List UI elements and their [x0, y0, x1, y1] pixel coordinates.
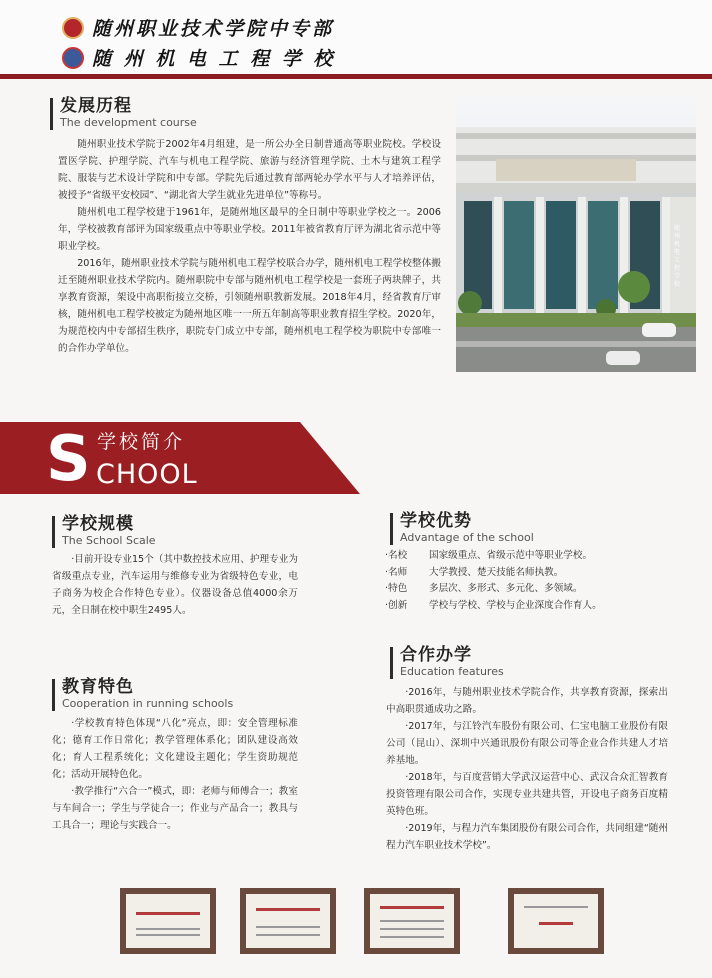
features-title-zh: 教育特色: [62, 677, 134, 697]
heading-bar: [52, 679, 55, 711]
cooperation-paragraph: ·2018年，与百度营销大学武汉运营中心、武汉合众汇智教育投资管理有限公司合作，实现专业共建共管，开设电子商务百度精英特色班。: [386, 772, 668, 817]
award-plaque-image: [508, 888, 604, 954]
header-divider: [0, 74, 712, 79]
advantage-key: ·名校: [385, 550, 408, 561]
development-paragraph: 随州机电工程学校建于1961年，是随州地区最早的全日制中等职业学校之一。2006年，学校被教育部评为国家级重点中等职业学校。2011年被省教育厅评为湖北省示范中等职业学校。: [58, 207, 441, 252]
advantage-key: ·特色: [385, 583, 408, 594]
advantage-heading: [390, 511, 534, 545]
scale-text: [52, 551, 298, 619]
advantage-value: 大学教授、楚天技能名师执教。: [429, 566, 564, 578]
header-line-1: [62, 14, 334, 41]
features-text: [52, 715, 298, 834]
school-intro-banner: [0, 422, 360, 494]
campus-photo: [456, 97, 696, 372]
advantage-list: [385, 548, 705, 614]
cooperation-paragraph: ·2017年，与江铃汽车股份有限公司、仁宝电脑工业股份有限公司（昆山）、深圳中兴通讯股份有限公司等企业合作共建人才培养基地。: [386, 721, 668, 766]
list-item: [385, 548, 705, 565]
development-title-zh: 发展历程: [60, 96, 132, 116]
header-school-name: 随 州 机 电 工 程 学 校: [92, 48, 336, 70]
advantage-title-en: Advantage of the school: [400, 531, 534, 544]
advantage-key: ·创新: [385, 599, 408, 611]
cooperation-heading: [390, 645, 504, 679]
features-paragraph: ·学校教育特色体现“八化”亮点，即：安全管理标准化；德育工作日常化；教学管理体系化；团队建设高效化；育人工程系统化；文化建设主题化；学生资助规范化；活动开展特色化。: [52, 718, 298, 780]
features-paragraph: ·教学推行“六合一”模式，即：老师与师傅合一；教室与车间合一；学生与学徒合一；作业与产品合一；教具与工具合一；理论与实践合一。: [52, 786, 298, 831]
header-line-2: [62, 44, 335, 71]
list-item: [385, 598, 705, 615]
heading-bar: [50, 98, 53, 130]
cooperation-paragraph: ·2019年，与程力汽车集团股份有限公司合作，共同组建“随州程力汽车职业技术学校”。: [386, 823, 668, 851]
page-header: [0, 0, 712, 74]
development-paragraph: 随州职业技术学院于2002年4月组建，是一所公办全日制普通高等职业院校。学校设置医学院、护理学院、汽车与机电工程学院、旅游与经济管理学院、土木与建筑工程学院、服装与艺术设计学院和中专部。学院先后通过教育部两轮办学水平与人才培养评估，被授予“省级平安校园”、“湖北省大学生就业先进单位”等称号。: [58, 139, 441, 201]
cooperation-paragraph: ·2016年，与随州职业技术学院合作，共享教育资源，探索出中高职贯通成功之路。: [386, 687, 668, 715]
award-plaque-image: [364, 888, 460, 954]
banner-title-zh: 学校简介: [97, 431, 186, 453]
campus-sign: 随州机电工程学校: [674, 225, 681, 288]
advantage-value: 国家级重点、省级示范中等职业学校。: [429, 550, 593, 561]
heading-bar: [390, 647, 393, 679]
banner-big-letter: S: [46, 422, 91, 495]
banner-word: CHOOL: [96, 459, 198, 490]
award-plaque-image: [120, 888, 216, 954]
advantage-value: 多层次、多形式、多元化、多领域。: [429, 583, 583, 594]
scale-title-zh: 学校规模: [62, 514, 134, 534]
features-title-en: Cooperation in running schools: [62, 697, 234, 710]
development-title-en: The development course: [60, 116, 197, 129]
advantage-value: 学校与学校、学校与企业深度合作育人。: [429, 599, 602, 611]
development-paragraph: 2016年，随州职业技术学院与随州机电工程学校联合办学，随州机电工程学校整体搬迁至随州职业技术学院内。随州职院中专部与随州机电工程学校是一套班子两块牌子，共享教育资源，架设中高职衔接立交桥，引领随州职教新发展。2018年4月，经省教育厅审核，随州机电工程学校被定为随州地区唯一一所五年制高等职业教育招生学校。2020年，为规范校内中专部招生秩序，职院专门成立中专部，随州机电工程学校为职院中专部唯一的合作办学单位。: [58, 258, 441, 354]
award-plaque-image: [240, 888, 336, 954]
heading-bar: [52, 516, 55, 548]
cooperation-title-en: Education features: [400, 665, 504, 678]
school-emblem-icon: [62, 47, 84, 69]
advantage-title-zh: 学校优势: [400, 511, 472, 531]
award-plaques: [0, 888, 712, 958]
list-item: [385, 581, 705, 598]
scale-heading: [52, 514, 156, 548]
advantage-key: ·名师: [385, 566, 408, 578]
development-heading: [50, 96, 197, 130]
heading-bar: [390, 513, 393, 545]
cooperation-text: [386, 684, 668, 854]
features-heading: [52, 677, 233, 711]
header-college-name: 随州职业技术学院中专部: [92, 18, 335, 40]
campus-building-image: [456, 97, 696, 372]
scale-paragraph: ·目前开设专业15个（其中数控技术应用、护理专业为省级重点专业，汽车运用与维修专业为省级特色专业，电子商务为校企合作特色专业）。仪器设备总值4000余万元，全日制在校中职生2495人。: [52, 554, 298, 616]
scale-title-en: The School Scale: [62, 534, 156, 547]
development-text: [58, 136, 441, 357]
cooperation-title-zh: 合作办学: [400, 645, 472, 665]
school-seal-icon: [62, 17, 84, 39]
list-item: [385, 565, 705, 582]
